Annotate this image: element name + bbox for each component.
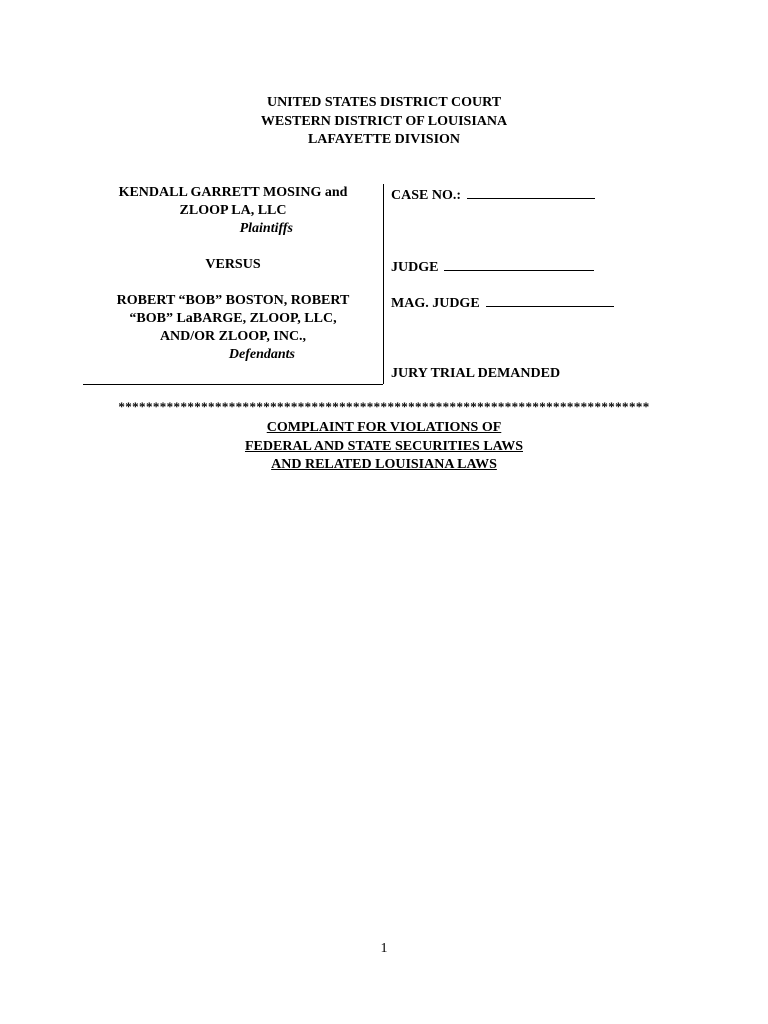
plaintiffs-block bbox=[83, 184, 383, 238]
jury-demand: JURY TRIAL DEMANDED bbox=[391, 366, 561, 381]
mag-judge-label: MAG. JUDGE bbox=[391, 296, 480, 311]
court-district: WESTERN DISTRICT OF LOUISIANA bbox=[260, 113, 508, 129]
separator-asterisks: ***************************************************************************** bbox=[118, 399, 650, 414]
defendants-block bbox=[83, 292, 383, 364]
complaint-title bbox=[0, 419, 768, 475]
judge-blank bbox=[444, 256, 594, 271]
judge-field bbox=[391, 256, 594, 277]
mag-judge-field bbox=[391, 292, 614, 313]
defendants-line-2: “BOB” LaBARGE, ZLOOP, LLC, bbox=[129, 311, 337, 326]
complaint-title-line-2: FEDERAL AND STATE SECURITIES LAWS bbox=[244, 438, 523, 454]
case-no-field bbox=[391, 184, 595, 205]
plaintiffs-line-2: ZLOOP LA, LLC bbox=[179, 203, 287, 218]
defendants-line-3: AND/OR ZLOOP, INC., bbox=[159, 329, 307, 344]
page-number: 1 bbox=[380, 941, 388, 956]
court-header bbox=[0, 94, 768, 150]
case-no-label: CASE NO.: bbox=[391, 188, 462, 203]
court-division: LAFAYETTE DIVISION bbox=[307, 132, 461, 147]
caption-parties bbox=[83, 184, 383, 385]
complaint-title-line-3: AND RELATED LOUISIANA LAWS bbox=[271, 457, 497, 472]
plaintiffs-line-1: KENDALL GARRETT MOSING and bbox=[118, 185, 348, 200]
defendants-role: Defendants bbox=[228, 347, 295, 362]
court-name: UNITED STATES DISTRICT COURT bbox=[266, 95, 502, 110]
mag-judge-blank bbox=[486, 292, 614, 307]
caption-divider bbox=[383, 184, 384, 384]
defendants-line-1: ROBERT “BOB” BOSTON, ROBERT bbox=[116, 293, 350, 308]
case-no-blank bbox=[467, 184, 595, 199]
plaintiffs-role: Plaintiffs bbox=[239, 221, 293, 236]
judge-label: JUDGE bbox=[391, 260, 439, 275]
complaint-title-line-1: COMPLAINT FOR VIOLATIONS OF bbox=[266, 420, 502, 435]
versus-label: VERSUS bbox=[205, 257, 261, 272]
